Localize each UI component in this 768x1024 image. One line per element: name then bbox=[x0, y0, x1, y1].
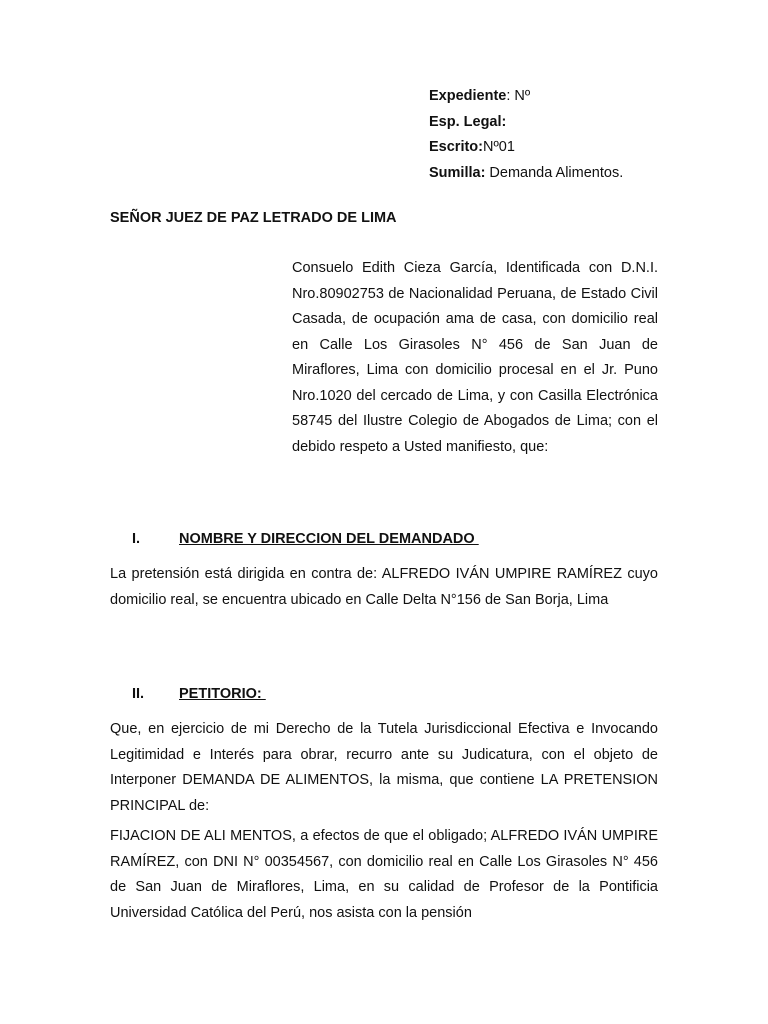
escrito-label: Escrito: bbox=[429, 139, 483, 155]
section-title: NOMBRE Y DIRECCION DEL DEMANDADO bbox=[179, 531, 479, 547]
sumilla-label: Sumilla: bbox=[429, 164, 486, 181]
esp-legal-label: Esp. Legal: bbox=[429, 113, 507, 130]
demandado-paragraph: La pretensión está dirigida en contra de: ALFREDO IVÁN UMPIRE RAMÍREZ cuyo domicilio real, se encuentra ubicado en Calle Delta N°156 de San Borja, Lima bbox=[110, 566, 658, 608]
expediente-line bbox=[429, 84, 623, 110]
sumilla-line bbox=[429, 161, 623, 187]
section-title: PETITORIO: bbox=[179, 686, 266, 702]
esp-legal-line bbox=[429, 110, 623, 136]
escrito-line bbox=[429, 135, 623, 161]
escrito-value: Nº01 bbox=[483, 139, 515, 155]
section-number: I. bbox=[132, 531, 141, 547]
addressee-heading: SEÑOR JUEZ DE PAZ LETRADO DE LIMA bbox=[110, 210, 397, 226]
expediente-label: Expediente bbox=[429, 88, 507, 104]
expediente-value: : Nº bbox=[506, 88, 531, 104]
fijacion-paragraph: FIJACION DE ALI MENTOS, a efectos de que el obligado; ALFREDO IVÁN UMPIRE RAMÍREZ, con DNI N° 00354567, con domicilio real en Calle Los Girasoles N° 456 de San Juan de Miraflores, Lima, en su calidad de Profesor de la Pontificia Universidad Católica del Perú, nos asista con la pensión bbox=[110, 828, 658, 921]
section-number: II. bbox=[132, 686, 145, 702]
section-heading-petitorio bbox=[132, 684, 266, 704]
section-heading-demandado bbox=[132, 529, 479, 549]
sumilla-value: Demanda Alimentos. bbox=[485, 164, 624, 181]
petitorio-paragraph: Que, en ejercicio de mi Derecho de la Tutela Jurisdiccional Efectiva e Invocando Legitimidad e Interés para obrar, recurro ante su Judicatura, con el objeto de Interponer DEMANDA DE ALIMENTOS, la misma, que contiene LA PRETENSION PRINCIPAL de: bbox=[110, 721, 658, 814]
intro-paragraph: Consuelo Edith Cieza García, Identificada con D.N.I. Nro.80902753 de Nacionalidad Peruana, de Estado Civil Casada, de ocupación ama de casa, con domicilio real en Calle Los Girasoles N° 456 de San Juan de Miraflores, Lima con domicilio procesal en el Jr. Puno Nro.1020 del cercado de Lima, y con Casilla Electrónica 58745 del Ilustre Colegio de Abogados de Lima; con el debido respeto a Usted manifiesto, que: bbox=[292, 260, 658, 455]
case-header bbox=[429, 84, 623, 186]
